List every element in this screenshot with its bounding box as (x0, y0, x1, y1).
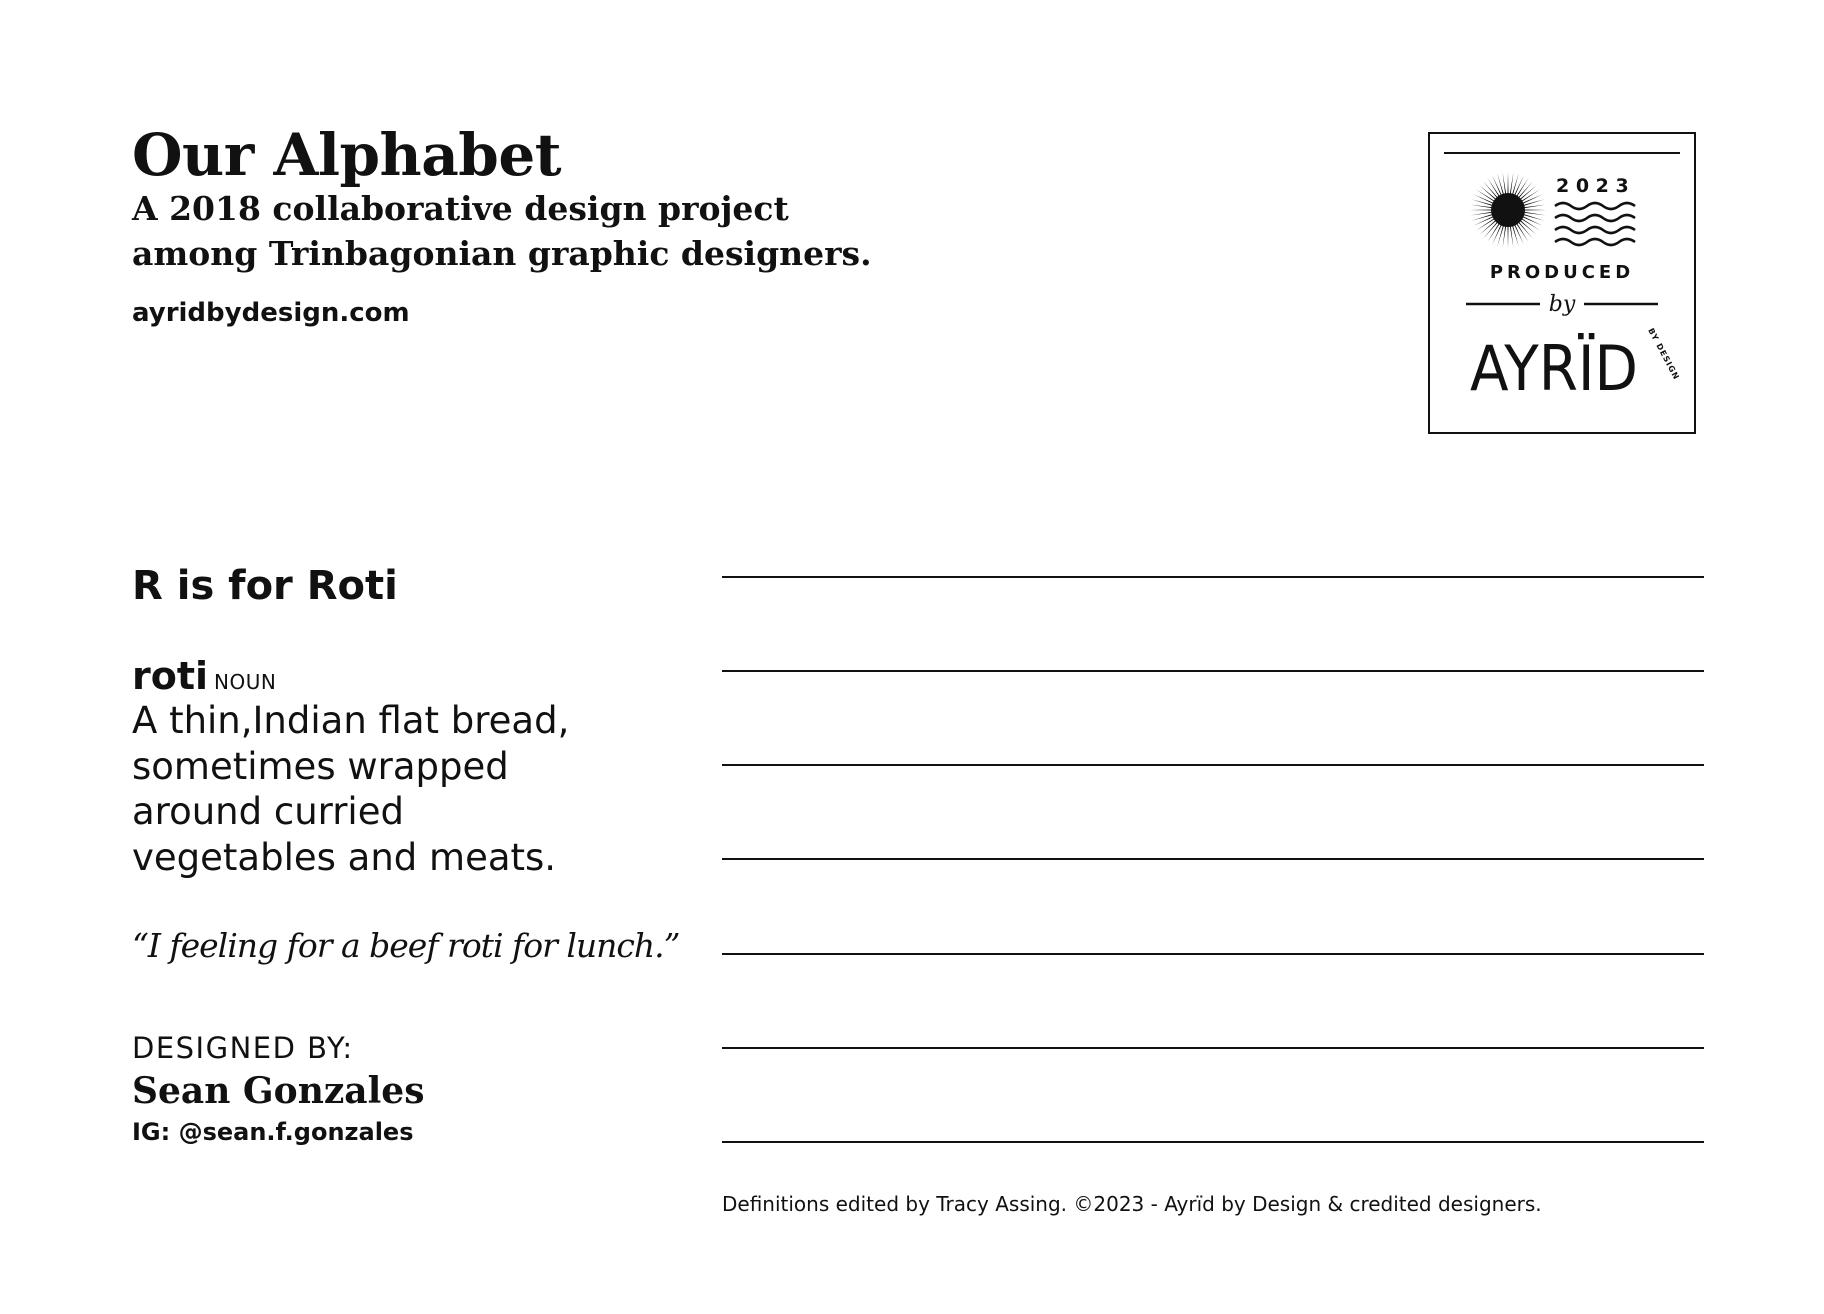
badge-brand: AYRÏD (1470, 332, 1638, 405)
writing-line (722, 1141, 1704, 1143)
badge-year: 2 0 2 3 (1556, 175, 1629, 197)
footer-note: Definitions edited by Tracy Assing. ©2023 - Ayrïd by Design & credited designers. (722, 1192, 1542, 1216)
badge-produced-label: PRODUCED (1489, 262, 1635, 283)
definition-line: vegetables and meats. (132, 835, 557, 879)
definition-line: sometimes wrapped (132, 744, 509, 788)
part-of-speech: NOUN (214, 670, 277, 694)
writing-line (722, 670, 1704, 672)
usage-example: “I feeling for a beef roti for lunch.” (132, 926, 680, 965)
entry-heading: R is for Roti (132, 563, 398, 609)
badge-brand-subtitle: BY DESIGN (1646, 326, 1682, 382)
writing-line (722, 953, 1704, 955)
badge-artwork (1430, 134, 1694, 432)
website-link[interactable]: ayridbydesign.com (132, 298, 410, 328)
produced-by-badge (1428, 132, 1696, 434)
designer-instagram[interactable]: IG: @sean.f.gonzales (132, 1118, 414, 1146)
writing-line (722, 576, 1704, 578)
definition-line: A thin,Indian flat bread, (132, 699, 570, 742)
definition-line: around curried (132, 790, 404, 833)
entry-word: roti (132, 654, 209, 698)
writing-line (722, 858, 1704, 860)
entry-word-line (132, 652, 276, 700)
badge-by-label: by (1548, 292, 1576, 317)
waves-icon (1555, 203, 1635, 245)
sunburst-icon (1470, 172, 1546, 248)
designed-by-label: DESIGNED BY: (132, 1031, 354, 1065)
page-subtitle (132, 186, 1032, 276)
subtitle-line-2: among Trinbagonian graphic designers. (132, 234, 872, 273)
writing-line (722, 764, 1704, 766)
page-title: Our Alphabet (132, 121, 562, 189)
sunburst-core (1491, 193, 1525, 227)
designer-name: Sean Gonzales (132, 1070, 425, 1112)
entry-definition (132, 698, 692, 880)
writing-line (722, 1047, 1704, 1049)
subtitle-line-1: A 2018 collaborative design project (132, 189, 789, 228)
